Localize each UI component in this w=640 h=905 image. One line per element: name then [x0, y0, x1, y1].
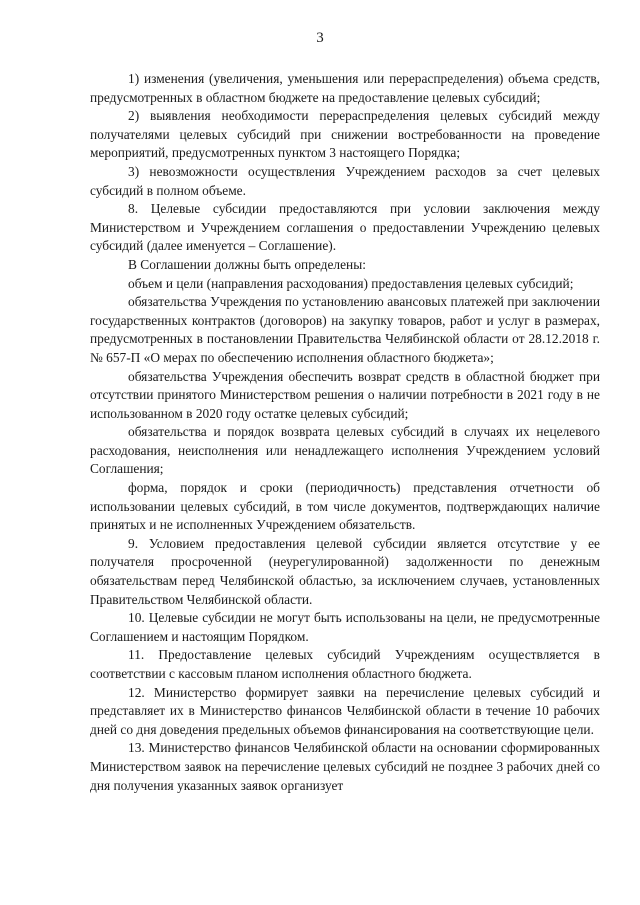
paragraph-agreement-volume: объем и цели (направления расходования) предоставления целевых субсидий; — [128, 275, 574, 291]
paragraph-agreement-return-funds: обязательства Учреждения обеспечить возврат средств в областной бюджет при отсутствии принятого Министерством решения о наличии потребности в 2021 году в не использованном в 2020 году остатке целевых субсидий; — [90, 368, 600, 421]
paragraph-clause-10: 10. Целевые субсидии не могут быть использованы на цели, не предусмотренные Соглашением и настоящим Порядком. — [90, 610, 600, 644]
paragraph-clause-12: 12. Министерство формирует заявки на перечисление целевых субсидий и представляет их в Министерство финансов Челябинской области в течение 10 рабочих дней со дня доведения предельных объемов финансирования на соответствующие цели. — [90, 684, 600, 737]
paragraph-clause-13: 13. Министерство финансов Челябинской области на основании сформированных Министерством заявок на перечисление целевых субсидий не позднее 3 рабочих дней со дня получения указанных заявок организует — [90, 740, 600, 793]
paragraph-agreement-advance-payments: обязательства Учреждения по установлению авансовых платежей при заключении государственных контрактов (договоров) на закупку товаров, работ и услуг в размерах, предусмотренных в постановлении Правительства Челябинской области от 28.12.2018 г. № 657-П «О мерах по обеспечению исполнения областного бюджета»; — [90, 294, 600, 365]
paragraph-agreement-reporting: форма, порядок и сроки (периодичность) представления отчетности об использовании целевых субсидий, в том числе документов, подтверждающих наличие принятых и не исполненных Учреждением обязательств. — [90, 480, 600, 533]
document-body — [90, 70, 600, 795]
paragraph-clause-11: 11. Предоставление целевых субсидий Учреждениям осуществляется в соответствии с кассовым планом исполнения областного бюджета. — [90, 647, 600, 681]
page-number: 3 — [316, 30, 324, 46]
paragraph-clause-8: 8. Целевые субсидии предоставляются при условии заключения между Министерством и Учреждением соглашения о предоставлении Учреждению целевых субсидий (далее именуется – Соглашение). — [90, 201, 600, 254]
paragraph-item-1-budget-change: 1) изменения (увеличения, уменьшения или перераспределения) объема средств, предусмотренных в областном бюджете на предоставление целевых субсидий; — [90, 71, 600, 105]
paragraph-agreement-return-procedure: обязательства и порядок возврата целевых субсидий в случаях их нецелевого расходования, неисполнения или ненадлежащего исполнения Учреждением условий Соглашения; — [90, 424, 600, 477]
paragraph-agreement-intro: В Соглашении должны быть определены: — [128, 256, 366, 272]
paragraph-clause-9: 9. Условием предоставления целевой субсидии является отсутствие у ее получателя просроченной (неурегулированной) задолженности по денежным обязательствам перед Челябинской областью, за исключением случаев, установленных Правительством Челябинской области. — [90, 535, 600, 607]
paragraph-item-3-impossibility: 3) невозможности осуществления Учреждением расходов за счет целевых субсидий в полном объеме. — [90, 163, 600, 198]
paragraph-item-2-redistribution: 2) выявления необходимости перераспределения целевых субсидий между получателями целевых субсидий при снижении востребованности на проведение мероприятий, предусмотренных пунктом 3 настоящего Порядка; — [90, 108, 600, 161]
